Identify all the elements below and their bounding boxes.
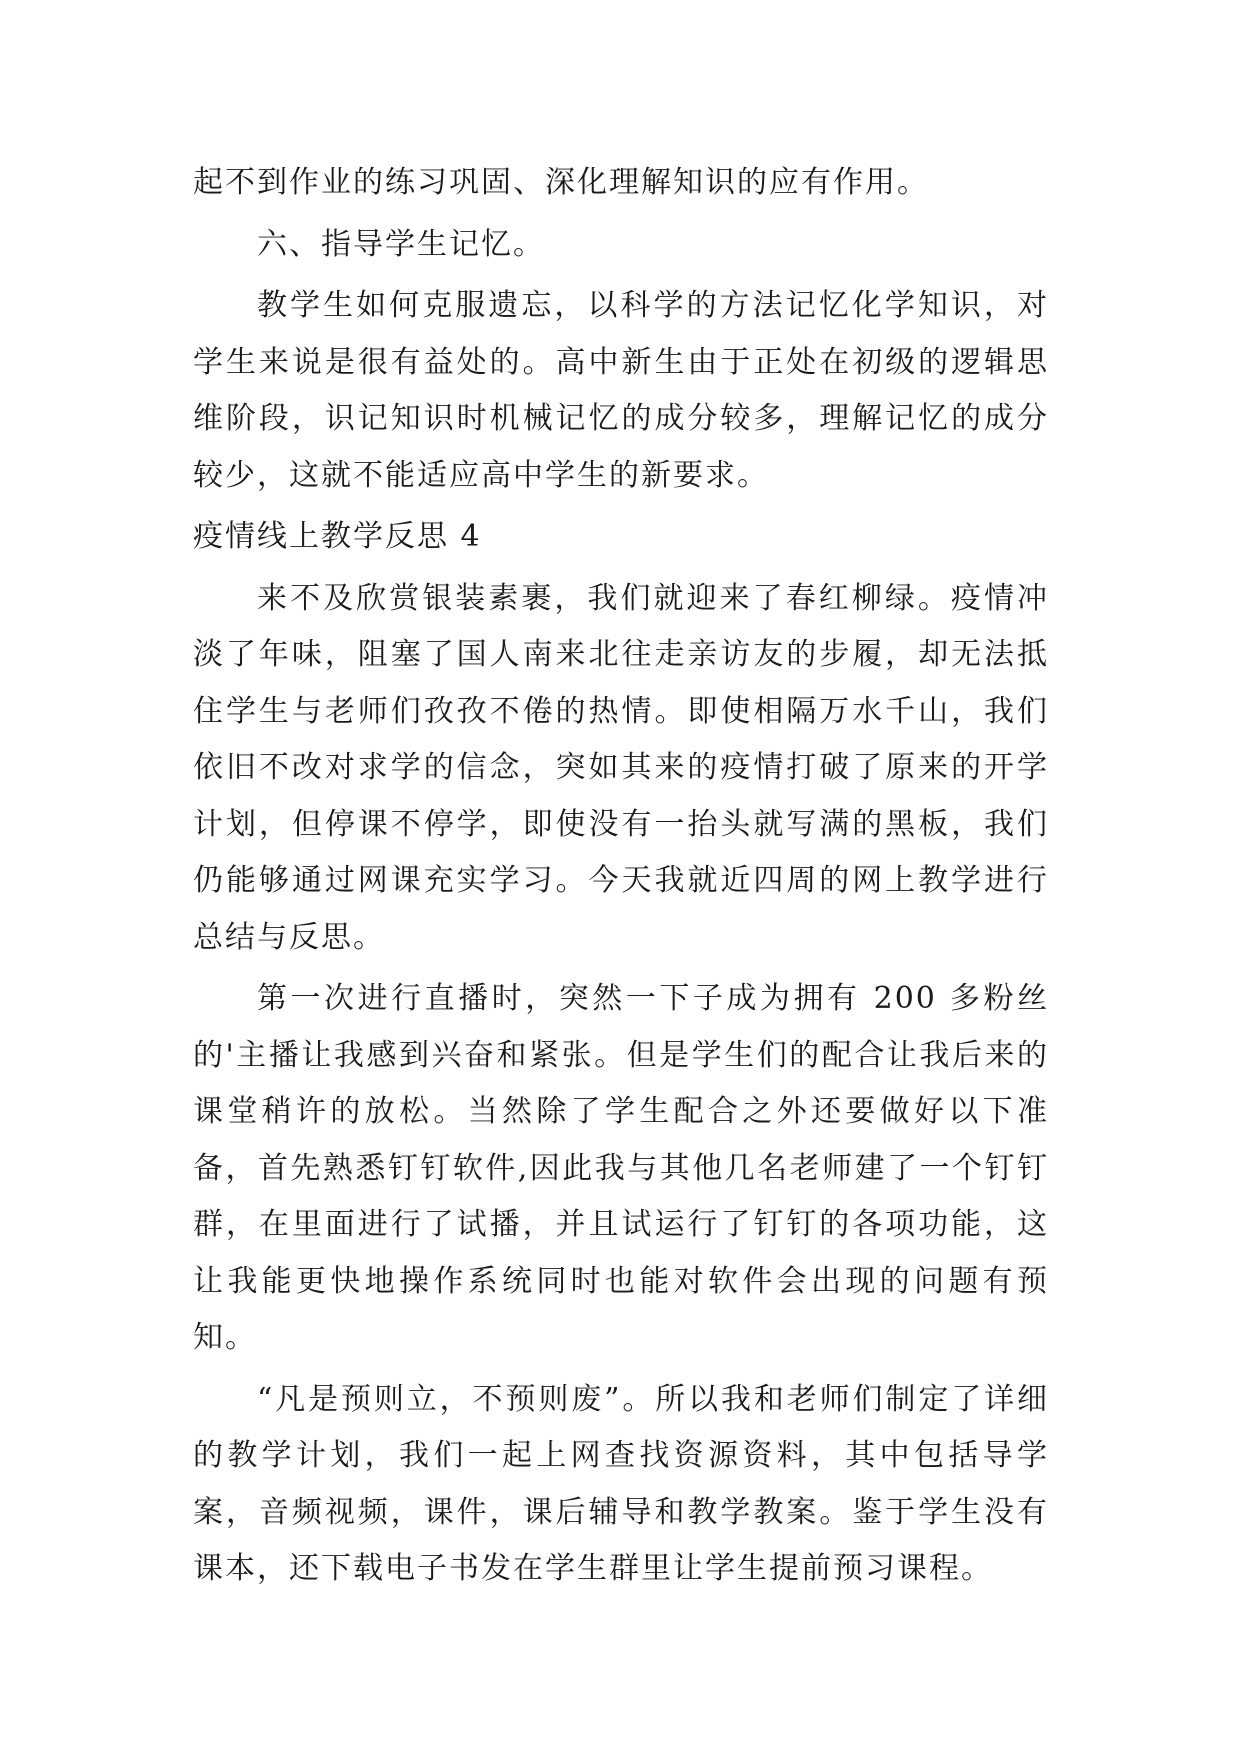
section-heading-memory: 六、指导学生记忆。	[257, 226, 545, 262]
paragraph-teaching-plan: “凡是预则立，不预则废”。所以我和老师们制定了详细的教学计划，我们一起上网查找资源资料，其中包括导学案，音频视频，课件，课后辅导和教学教案。鉴于学生没有课本，还下载电子书发在学生群里让学生提前预习课程。	[193, 1381, 1049, 1586]
paragraph-1: 起不到作业的练习巩固、深化理解知识的应有作用。	[193, 165, 929, 200]
document-body	[193, 155, 1049, 1603]
article-title: 疫情线上教学反思 4	[193, 519, 482, 554]
paragraph-intro: 来不及欣赏银装素裹，我们就迎来了春红柳绿。疫情冲淡了年味，阻塞了国人南来北往走亲访友的步履，却无法抵住学生与老师们孜孜不倦的热情。即使相隔万水千山，我们依旧不改对求学的信念，突如其来的疫情打破了原来的开学计划，但停课不停学，即使没有一抬头就写满的黑板，我们仍能够通过网课充实学习。今天我就近四周的网上教学进行总结与反思。	[193, 580, 1049, 955]
paragraph-memory: 教学生如何克服遗忘，以科学的方法记忆化学知识，对学生来说是很有益处的。高中新生由于正处在初级的逻辑思维阶段，识记知识时机械记忆的成分较多，理解记忆的成分较少，这就不能适应高中学生的新要求。	[193, 288, 1049, 493]
paragraph-live-stream: 第一次进行直播时，突然一下子成为拥有 200 多粉丝的'主播让我感到兴奋和紧张。但是学生们的配合让我后来的课堂稍许的放松。当然除了学生配合之外还要做好以下准备，首先熟悉钉钉软件,因此我与其他几名老师建了一个钉钉群，在里面进行了试播，并且试运行了钉钉的各项功能，这让我能更快地操作系统同时也能对软件会出现的问题有预知。	[193, 981, 1049, 1355]
